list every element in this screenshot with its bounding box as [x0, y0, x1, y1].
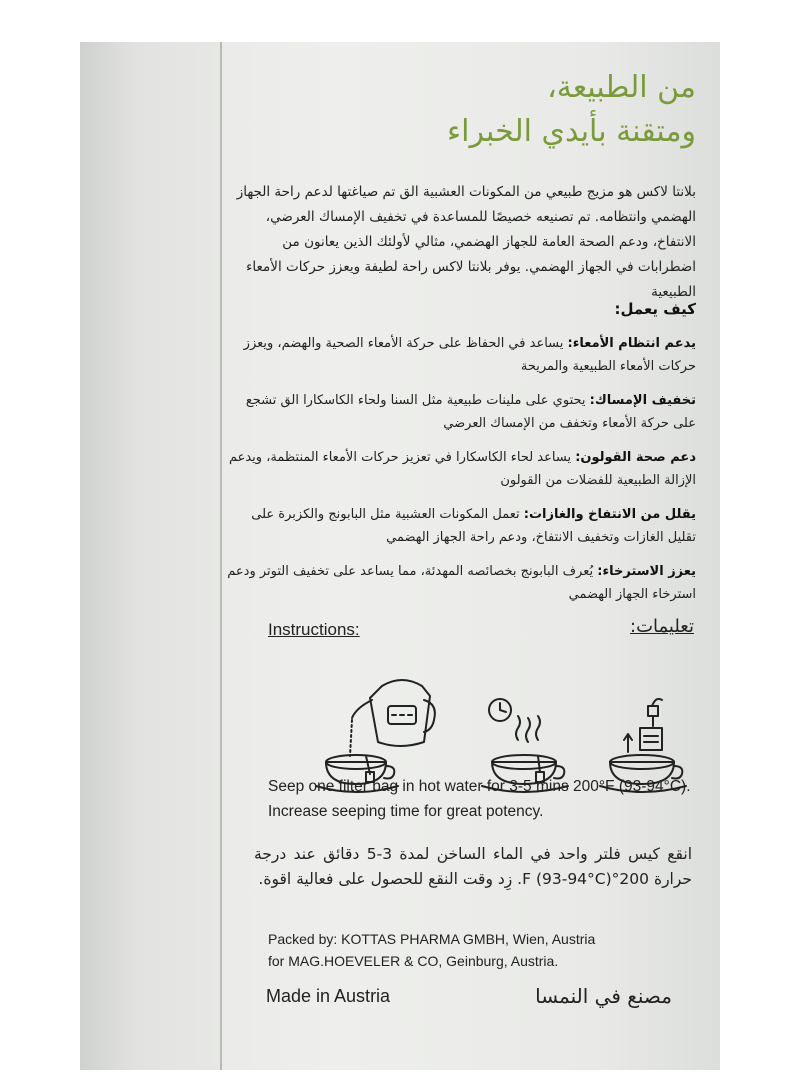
headline-line-1: من الطبيعة،: [547, 70, 696, 105]
steep-instructions-ar: انقع كيس فلتر واحد في الماء الساخن لمدة 3-5 دقائق عند درجة حرارة 200°F (93-94°C). زِد وقت النقع للحصول على فعالية اقوة.: [254, 845, 693, 888]
instructions-title-en: Instructions:: [268, 620, 360, 639]
package-side-fold: [80, 42, 222, 1070]
kettle-pour-icon: [350, 680, 435, 756]
list-item: [226, 389, 696, 435]
point-label: يقلل من الانتفاخ والغازات:: [523, 507, 696, 522]
point-label: يعزز الاسترخاء:: [597, 564, 696, 579]
point-text: تعمل المكونات العشبية مثل البابونج والكزبرة على تقليل الغازات وتخفيف الانتفاخ، ودعم راحة الجهاز الهضمي: [251, 507, 696, 545]
made-in-ar: مصنع في النمسا: [535, 984, 672, 1008]
made-in-en: Made in Austria: [266, 986, 391, 1006]
steep-instructions-en: Seep one filter bag in hot water for 3-5 mins 200°F (93-94°C). Increase seeping time for great potency.: [268, 778, 691, 820]
packed-by-line-1: Packed by: KOTTAS PHARMA GMBH, Wien, Austria: [268, 931, 596, 947]
tea-bag-up-icon: [624, 699, 662, 752]
point-text: يحتوي على ملينات طبيعية مثل السنا ولحاء الكاسكارا الق تشجع على حركة الأمعاء وتخفف من الإمساك العرضي: [245, 393, 696, 431]
package-content: [222, 42, 720, 1070]
list-item: [226, 332, 696, 378]
point-text: يساعد في الحفاظ على حركة الأمعاء الصحية والهضم، ويعزز حركات الأمعاء الطبيعية والمريحة: [243, 336, 696, 374]
point-text: يساعد لحاء الكاسكارا في تعزيز حركات الأمعاء المنتظمة، ويدعم الإزالة الطبيعية للفضلات من القولون: [228, 450, 696, 488]
point-text: يُعرف البابونج بخصائصه المهدئة، مما يساعد على تخفيف التوتر ودعم استرخاء الجهاز الهضمي: [227, 564, 696, 602]
intro-paragraph: بلانتا لاكس هو مزيج طبيعي من المكونات العشبية الق تم صياغتها لدعم راحة الجهاز الهضمي وانتظامه. تم تصنيعه خصيصًا للمساعدة في تخفيف الإمساك العرضي، الانتفاخ، ودعم الصحة العامة للجهاز الهضمي، مثالي لأولئك الذين يعانون من اضطرابات في الجهاز الهضمي. يوفر بلانتا لاكس راحة لطيفة ويعزز حركات الأمعاء الطبيعية: [236, 184, 696, 300]
instructions-title-ar: تعليمات:: [630, 616, 694, 637]
steam-icon: [516, 716, 540, 742]
headline-line-2: ومتقنة بأيدي الخبراء: [447, 114, 696, 149]
point-label: دعم صحة القولون:: [575, 450, 696, 465]
list-item: [226, 560, 696, 606]
list-item: [226, 503, 696, 549]
clock-icon: [489, 699, 511, 721]
point-label: يدعم انتظام الأمعاء:: [567, 336, 696, 351]
list-item: [226, 446, 696, 492]
headline: [256, 66, 696, 154]
how-it-works-list: [226, 332, 696, 617]
point-label: تخفيف الإمساك:: [589, 393, 696, 408]
packed-by: [268, 928, 595, 972]
packed-by-line-2: for MAG.HOEVELER & CO, Geinburg, Austria.: [268, 953, 559, 969]
how-it-works-title: كيف يعمل:: [614, 300, 696, 318]
